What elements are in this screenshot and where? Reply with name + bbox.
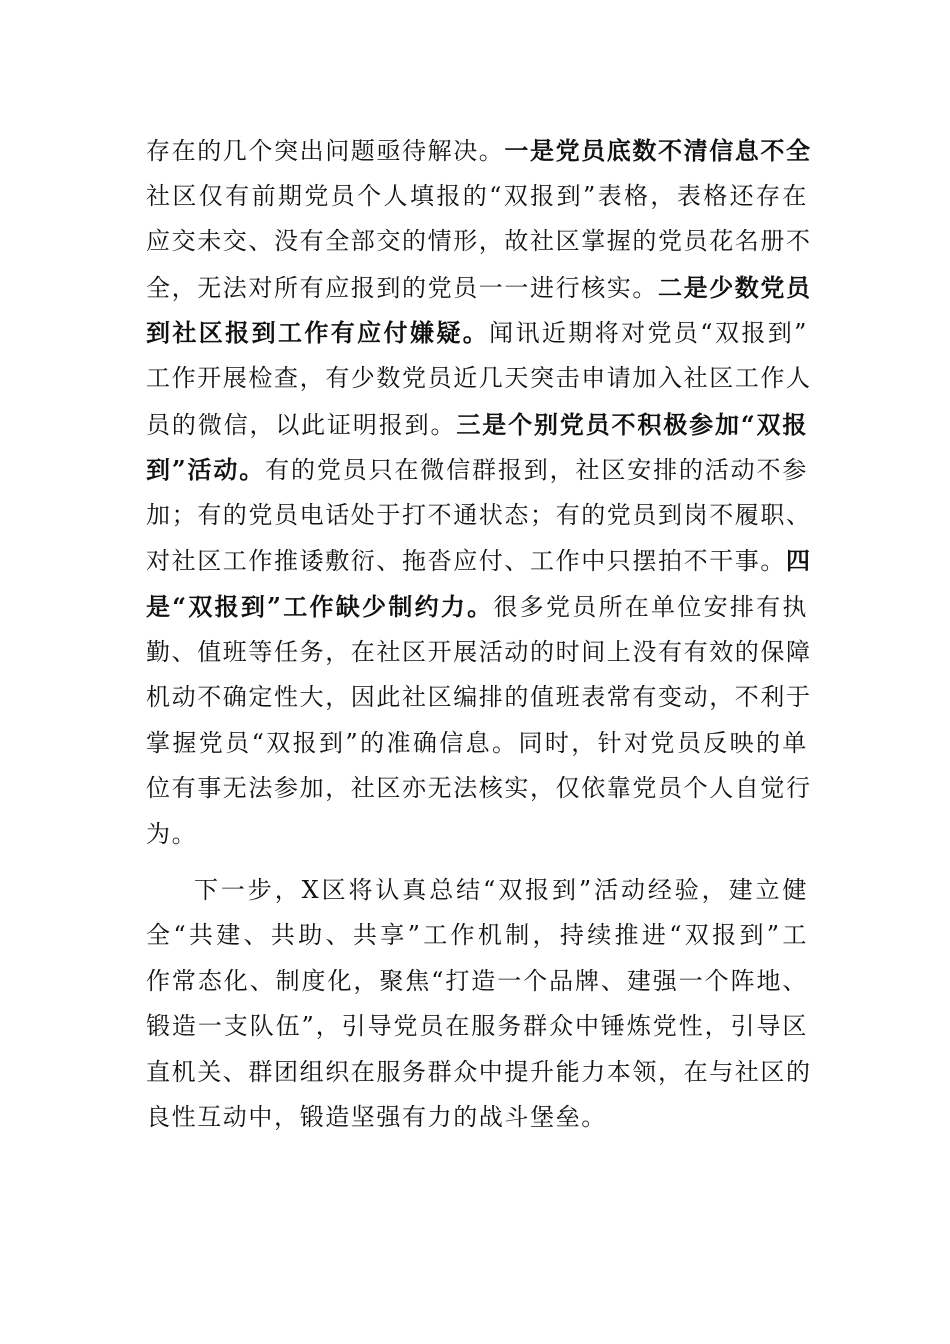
text-line: 社区仅有前期党员个人填报的“双报到”表格，表格还存在 xyxy=(146,181,808,210)
text-line: 位有事无法参加，社区亦无法核实，仅依靠党员个人自觉行 xyxy=(146,774,812,803)
text-line: 到社区报到工作有应付嫌疑。闻讯近期将对党员“双报到” xyxy=(146,318,808,348)
text-line: 应交未交、没有全部交的情形，故社区掌握的党员花名册不 xyxy=(146,227,812,256)
text-line: 机动不确定性大，因此社区编排的值班表常有变动，不利于 xyxy=(146,683,812,712)
paragraph-problems xyxy=(146,128,812,858)
text-line: 掌握党员“双报到”的准确信息。同时，针对党员反映的单 xyxy=(146,728,808,757)
text-line: 下一步，X区将认真总结“双报到”活动经验，建立健 xyxy=(194,875,808,904)
text-line: 良性互动中，锻造坚强有力的战斗堡垒。 xyxy=(146,1103,607,1132)
text-line: 对社区工作推诿敷衍、拖沓应付、工作中只摆拍不干事。四 xyxy=(146,546,812,576)
bold-heading: 到”活动。 xyxy=(146,455,266,485)
text-line: 勤、值班等任务，在社区开展活动的时间上没有有效的保障 xyxy=(146,637,812,666)
text-line: 直机关、群团组织在服务群众中提升能力本领，在与社区的 xyxy=(146,1057,812,1086)
text-line: 是“双报到”工作缺少制约力。很多党员所在单位安排有执 xyxy=(146,591,808,621)
bold-heading: 二是少数党员 xyxy=(658,272,812,302)
bold-heading: 是“双报到”工作缺少制约力。 xyxy=(146,591,494,621)
text-line: 到”活动。有的党员只在微信群报到，社区安排的活动不参 xyxy=(146,455,808,485)
paragraph-next-steps xyxy=(146,868,812,1142)
bold-heading: 到社区报到工作有应付嫌疑。 xyxy=(146,318,490,348)
text-line: 存在的几个突出问题亟待解决。一是党员底数不清信息不全 xyxy=(146,136,812,165)
text-line: 员的微信，以此证明报到。三是个别党员不积极参加“双报 xyxy=(146,409,808,439)
text-line: 作常态化、制度化，聚焦“打造一个品牌、建强一个阵地、 xyxy=(146,966,808,995)
body-text xyxy=(146,128,812,1141)
bold-heading: 三是个别党员不积极参加“双报 xyxy=(456,409,808,439)
bold-heading: 四 xyxy=(786,546,812,576)
text-line: 全，无法对所有应报到的党员一一进行核实。二是少数党员 xyxy=(146,272,812,302)
bold-heading: 一是党员底数不清信息不全 xyxy=(504,136,812,165)
text-line: 加；有的党员电话处于打不通状态；有的党员到岗不履职、 xyxy=(146,500,812,529)
text-line: 工作开展检查，有少数党员近几天突击申请加入社区工作人 xyxy=(146,363,812,392)
paragraph-gap xyxy=(146,858,808,868)
text-line: 锻造一支队伍”，引导党员在服务群众中锤炼党性，引导区 xyxy=(146,1012,808,1041)
text-line: 全“共建、共助、共享”工作机制，持续推进“双报到”工 xyxy=(146,921,808,950)
text-line: 为。 xyxy=(146,819,198,848)
